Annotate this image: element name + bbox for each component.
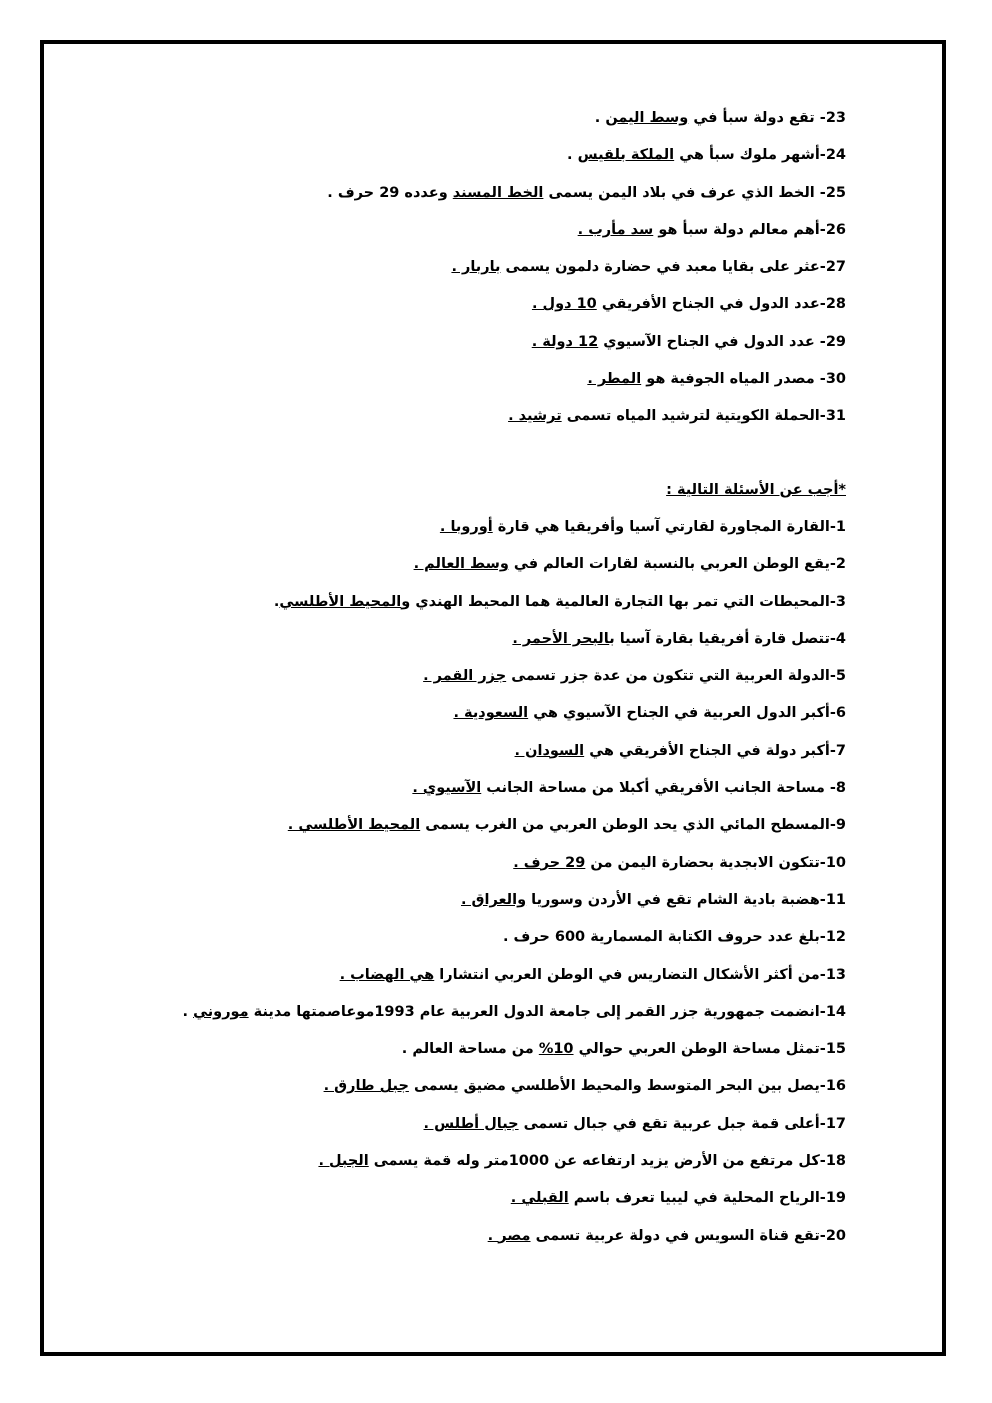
statement-answer: أوروبا . (439, 518, 493, 535)
statements-list-part-one (126, 104, 846, 440)
statement-line (126, 1222, 846, 1259)
statement-text: 25- الخط الذي عرف في بلاد اليمن يسمى (543, 184, 846, 201)
statement-text: 6-أكبر الدول العربية في الجناح الآسيوي هي (528, 705, 846, 722)
statement-line (126, 290, 846, 327)
statement-text: 31-الحملة الكويتية لترشيد المياه تسمى (561, 408, 846, 425)
statement-suffix: . (273, 593, 280, 610)
statement-line (126, 365, 846, 402)
statement-line (126, 886, 846, 923)
statement-line (126, 1035, 846, 1072)
statement-answer: جبال أطلس . (423, 1115, 519, 1132)
statement-text: 27-عثر على بقايا معبد في حضارة دلمون يسمى (500, 259, 846, 276)
statement-line (126, 849, 846, 886)
statement-suffix: . (567, 147, 578, 164)
statement-text: 2-يقع الوطن العربي بالنسبة لقارات العالم في (508, 556, 846, 573)
statement-line (126, 402, 846, 439)
statement-line (126, 328, 846, 365)
statement-answer: السودان . (514, 742, 585, 759)
statement-answer: هي الهضاب . (339, 966, 435, 983)
statement-line (126, 923, 846, 960)
statement-line (126, 625, 846, 662)
statement-answer: 10% (538, 1041, 574, 1058)
statement-line (126, 1147, 846, 1184)
statement-answer: جزر القمر . (423, 668, 507, 685)
statement-line (126, 179, 846, 216)
statement-text: 9-المسطح المائي الذي يحد الوطن العربي من الغرب يسمى (420, 817, 846, 834)
statement-line (126, 811, 846, 848)
section-spacer (126, 440, 846, 476)
statement-line (126, 513, 846, 550)
statement-text: 14-انضمت جمهورية جزر القمر إلى جامعة الدول العربية عام 1993موعاصمتها مدينة (248, 1003, 846, 1020)
statement-text: 4-تتصل قارة أفريقيا بقارة آسيا ب (609, 630, 846, 647)
statement-line (126, 699, 846, 736)
statement-text: 19-الرياح المحلية في ليبيا تعرف باسم (568, 1190, 846, 1207)
statement-answer: والعراق . (460, 891, 527, 908)
statement-line (126, 104, 846, 141)
statement-text: 15-تمثل مساحة الوطن العربي حوالي (573, 1041, 846, 1058)
statement-text: 13-من أكثر الأشكال التضاريس في الوطن العربي انتشارا (434, 966, 846, 983)
statement-line (126, 253, 846, 290)
statement-answer: البحر الأحمر . (512, 630, 610, 647)
statement-text: 23- تقع دولة سبأ في (688, 110, 846, 126)
statement-text: 10-تتكون الابجدية بحضارة اليمن من (585, 854, 846, 871)
statement-answer: ترشيد . (508, 408, 562, 425)
statement-line (126, 961, 846, 998)
statement-answer: الخط المسند (452, 184, 544, 201)
statement-suffix: . (594, 110, 606, 126)
statement-text: 5-الدولة العربية التي تتكون من عدة جزر تسمى (506, 668, 846, 685)
statement-line (126, 662, 846, 699)
statement-line (126, 141, 846, 178)
statement-line (126, 737, 846, 774)
statement-answer: السعودية . (453, 705, 529, 722)
statement-text: 8- مساحة الجانب الأفريقي أكبلا من مساحة الجانب (481, 780, 846, 797)
statement-text: 29- عدد الدول في الجناح الآسيوي (598, 333, 846, 350)
statement-line (126, 550, 846, 587)
statement-answer: المحيط الأطلسي . (287, 817, 421, 834)
statement-line (126, 1072, 846, 1109)
statement-answer: 29 حرف . (513, 854, 586, 871)
statement-suffix: . (182, 1003, 194, 1020)
statement-text: 11-هضبة بادية الشام تقع في الأردن وسوريا (526, 891, 846, 908)
statement-suffix: وعدده 29 حرف . (327, 184, 453, 201)
statement-answer: وسط اليمن (605, 110, 689, 126)
statement-answer: باربار . (451, 259, 501, 276)
statement-text: 30- مصدر المياه الجوفية هو (641, 371, 846, 388)
statement-answer: جبل طارق . (323, 1078, 409, 1095)
statement-answer: الجبل . (318, 1153, 369, 1170)
statement-answer: المطر . (587, 371, 642, 388)
statement-answer: مصر . (487, 1227, 531, 1244)
statement-text: 16-يصل بين البحر المتوسط والمحيط الأطلسي مضيق يسمى (408, 1078, 846, 1095)
statement-text: 17-أعلى قمة جبل عربية تقع في جبال تسمى (518, 1115, 846, 1132)
statement-line (126, 1110, 846, 1147)
statement-line (126, 216, 846, 253)
statement-text: 20-تقع قناة السويس في دولة عربية تسمى (530, 1227, 846, 1244)
statement-text: 26-أهم معالم دولة سبأ هو (653, 221, 846, 238)
questions-heading-text: *أجب عن الأسئلة التالية : (666, 481, 846, 498)
statement-answer: 10 دول . (531, 296, 597, 313)
statement-text: 18-كل مرتفع من الأرض يزيد ارتفاعه عن 1000متر وله قمة يسمى (368, 1153, 846, 1170)
statement-answer: القبلي . (510, 1190, 569, 1207)
statement-answer: الملكة بلقيس (577, 147, 675, 164)
statement-answer: وسط العالم . (413, 556, 509, 573)
statement-text: 1-القارة المجاورة لقارتي آسيا وأفريقيا هي قارة (492, 518, 846, 535)
statement-line (126, 998, 846, 1035)
statement-line (126, 588, 846, 625)
questions-heading (126, 476, 846, 513)
statements-list-part-two (126, 513, 846, 1259)
statement-text: 28-عدد الدول في الجناح الأفريقي (596, 296, 846, 313)
statement-answer: 12 دولة . (531, 333, 599, 350)
statement-text: 24-أشهر ملوك سبأ هي (674, 147, 846, 164)
statement-answer: الآسيوي . (412, 780, 482, 797)
statement-text: 3-المحيطات التي تمر بها التجارة العالمية هما المحيط الهندي و (401, 593, 846, 610)
statement-suffix: من مساحة العالم . (401, 1041, 539, 1058)
statement-answer: سد مأرب . (577, 221, 654, 238)
statement-answer: المحيط الأطلسي (279, 593, 402, 610)
statement-text: 7-أكبر دولة في الجناح الأفريقي هي (584, 742, 846, 759)
statement-line (126, 774, 846, 811)
statement-answer: موروني (193, 1003, 249, 1020)
statement-text: 12-بلغ عدد حروف الكتابة المسمارية 600 حرف . (502, 929, 846, 946)
worksheet-content (126, 104, 846, 1259)
statement-line (126, 1184, 846, 1221)
